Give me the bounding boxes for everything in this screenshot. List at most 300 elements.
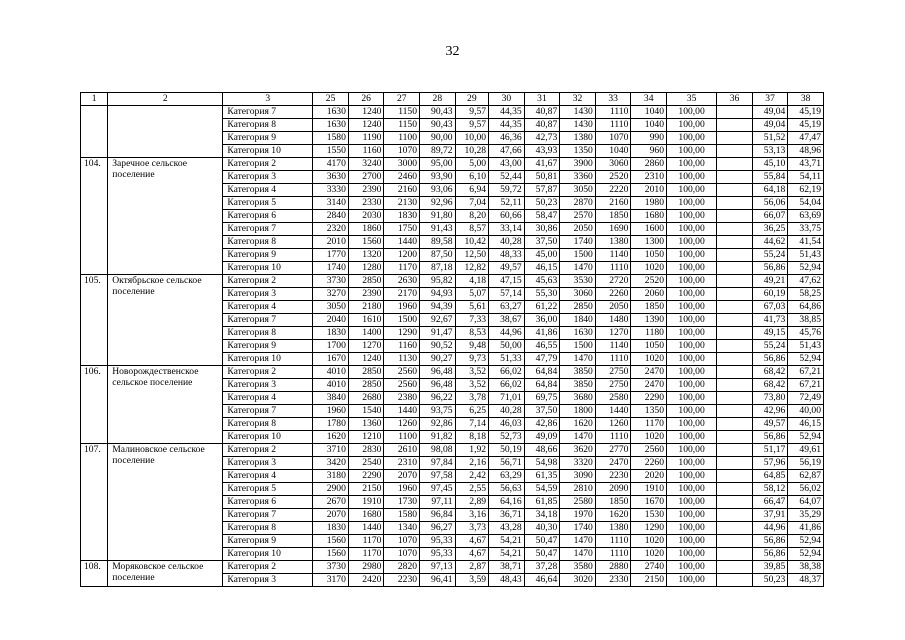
value-cell: 2320 <box>313 223 349 236</box>
value-cell: 39,85 <box>752 561 788 574</box>
value-cell: 100,00 <box>666 210 716 223</box>
value-cell: 1290 <box>384 327 420 340</box>
value-cell: 1680 <box>631 210 667 223</box>
value-cell: 1850 <box>595 496 631 509</box>
value-cell: 1100 <box>384 132 420 145</box>
value-cell: 1350 <box>560 145 596 158</box>
value-cell: 56,86 <box>752 548 788 561</box>
value-cell: 100,00 <box>666 444 716 457</box>
value-cell: 1160 <box>348 145 384 158</box>
value-cell: 1110 <box>595 535 631 548</box>
value-cell: 3710 <box>313 444 349 457</box>
value-cell: 2050 <box>595 301 631 314</box>
value-cell: 1530 <box>631 509 667 522</box>
value-cell: 4170 <box>313 158 349 171</box>
value-cell: 59,72 <box>489 184 525 197</box>
value-cell: 46,03 <box>489 418 525 431</box>
value-cell: 93,75 <box>420 405 456 418</box>
value-cell <box>717 431 753 444</box>
value-cell: 36,71 <box>489 509 525 522</box>
value-cell: 1500 <box>384 314 420 327</box>
value-cell: 52,73 <box>489 431 525 444</box>
value-cell: 96,27 <box>420 522 456 535</box>
value-cell <box>717 145 753 158</box>
value-cell: 47,66 <box>489 145 525 158</box>
value-cell: 7,33 <box>455 314 488 327</box>
value-cell: 1110 <box>595 262 631 275</box>
value-cell: 92,67 <box>420 314 456 327</box>
value-cell: 44,35 <box>489 106 525 119</box>
value-cell: 1850 <box>631 301 667 314</box>
category-cell: Категория 2 <box>223 444 313 457</box>
value-cell: 1150 <box>384 106 420 119</box>
value-cell: 44,62 <box>752 236 788 249</box>
value-cell: 54,21 <box>489 535 525 548</box>
value-cell: 100,00 <box>666 145 716 158</box>
value-cell: 1240 <box>348 353 384 366</box>
value-cell: 2150 <box>348 483 384 496</box>
column-header: 1 <box>81 93 108 106</box>
value-cell: 1840 <box>560 314 596 327</box>
value-cell: 34,18 <box>524 509 560 522</box>
value-cell: 1550 <box>313 145 349 158</box>
table-row <box>81 444 824 457</box>
value-cell: 2870 <box>560 197 596 210</box>
value-cell: 97,45 <box>420 483 456 496</box>
value-cell: 1740 <box>313 262 349 275</box>
value-cell: 1260 <box>384 418 420 431</box>
category-cell: Категория 6 <box>223 210 313 223</box>
category-cell: Категория 5 <box>223 197 313 210</box>
value-cell: 2460 <box>384 171 420 184</box>
value-cell: 2740 <box>631 561 667 574</box>
value-cell: 1110 <box>595 119 631 132</box>
value-cell <box>717 483 753 496</box>
value-cell: 100,00 <box>666 522 716 535</box>
value-cell: 2030 <box>348 210 384 223</box>
category-cell: Категория 9 <box>223 340 313 353</box>
value-cell: 1130 <box>384 353 420 366</box>
value-cell: 51,33 <box>489 353 525 366</box>
value-cell: 3180 <box>313 470 349 483</box>
value-cell: 2610 <box>384 444 420 457</box>
value-cell: 56,86 <box>752 431 788 444</box>
value-cell: 57,14 <box>489 288 525 301</box>
value-cell: 1050 <box>631 249 667 262</box>
value-cell: 1190 <box>348 132 384 145</box>
value-cell: 100,00 <box>666 184 716 197</box>
table-row <box>81 106 824 119</box>
value-cell: 1690 <box>595 223 631 236</box>
value-cell: 1620 <box>560 418 596 431</box>
value-cell: 1560 <box>313 548 349 561</box>
value-cell: 87,18 <box>420 262 456 275</box>
value-cell: 12,82 <box>455 262 488 275</box>
value-cell: 100,00 <box>666 249 716 262</box>
value-cell: 100,00 <box>666 353 716 366</box>
value-cell: 63,29 <box>489 470 525 483</box>
settlement-name <box>108 106 223 158</box>
value-cell: 91,82 <box>420 431 456 444</box>
value-cell: 1140 <box>595 249 631 262</box>
value-cell: 35,29 <box>788 509 824 522</box>
value-cell: 46,15 <box>524 262 560 275</box>
column-header: 36 <box>717 93 753 106</box>
value-cell: 2180 <box>348 301 384 314</box>
value-cell: 41,54 <box>788 236 824 249</box>
value-cell: 3680 <box>560 392 596 405</box>
value-cell <box>717 158 753 171</box>
value-cell: 38,71 <box>489 561 525 574</box>
value-cell <box>717 496 753 509</box>
value-cell: 100,00 <box>666 392 716 405</box>
value-cell: 1360 <box>348 418 384 431</box>
value-cell: 41,67 <box>524 158 560 171</box>
category-cell: Категория 3 <box>223 171 313 184</box>
value-cell: 3360 <box>560 171 596 184</box>
value-cell: 95,00 <box>420 158 456 171</box>
value-cell: 42,73 <box>524 132 560 145</box>
settlement-number: 108. <box>81 561 108 587</box>
value-cell: 2720 <box>595 275 631 288</box>
value-cell: 3900 <box>560 158 596 171</box>
category-cell: Категория 7 <box>223 314 313 327</box>
value-cell <box>717 301 753 314</box>
category-cell: Категория 3 <box>223 457 313 470</box>
category-cell: Категория 7 <box>223 405 313 418</box>
value-cell: 54,59 <box>524 483 560 496</box>
value-cell: 5,00 <box>455 158 488 171</box>
value-cell: 10,28 <box>455 145 488 158</box>
value-cell: 48,66 <box>524 444 560 457</box>
value-cell: 3850 <box>560 366 596 379</box>
value-cell: 100,00 <box>666 171 716 184</box>
value-cell: 1110 <box>595 106 631 119</box>
value-cell: 64,84 <box>524 379 560 392</box>
value-cell: 2,42 <box>455 470 488 483</box>
value-cell <box>717 262 753 275</box>
value-cell: 2040 <box>313 314 349 327</box>
value-cell: 52,11 <box>489 197 525 210</box>
table-row <box>81 366 824 379</box>
value-cell: 1630 <box>313 106 349 119</box>
value-cell: 1430 <box>560 106 596 119</box>
value-cell: 2580 <box>560 496 596 509</box>
value-cell: 1470 <box>560 548 596 561</box>
value-cell: 56,63 <box>489 483 525 496</box>
value-cell: 44,35 <box>489 119 525 132</box>
value-cell: 9,73 <box>455 353 488 366</box>
value-cell: 52,94 <box>788 431 824 444</box>
value-cell: 8,57 <box>455 223 488 236</box>
value-cell: 6,10 <box>455 171 488 184</box>
value-cell: 1780 <box>313 418 349 431</box>
value-cell: 36,00 <box>524 314 560 327</box>
value-cell: 49,57 <box>752 418 788 431</box>
value-cell: 48,96 <box>788 145 824 158</box>
value-cell: 100,00 <box>666 509 716 522</box>
value-cell: 2160 <box>384 184 420 197</box>
value-cell: 91,43 <box>420 223 456 236</box>
value-cell: 1470 <box>560 353 596 366</box>
value-cell: 1200 <box>384 249 420 262</box>
category-cell: Категория 10 <box>223 353 313 366</box>
category-cell: Категория 4 <box>223 184 313 197</box>
value-cell: 6,94 <box>455 184 488 197</box>
value-cell: 2560 <box>631 444 667 457</box>
value-cell: 2770 <box>595 444 631 457</box>
value-cell: 4,18 <box>455 275 488 288</box>
value-cell: 52,94 <box>788 535 824 548</box>
column-header: 29 <box>455 93 488 106</box>
value-cell: 100,00 <box>666 132 716 145</box>
value-cell: 2290 <box>348 470 384 483</box>
value-cell: 4,67 <box>455 535 488 548</box>
value-cell: 1440 <box>595 405 631 418</box>
value-cell: 1350 <box>631 405 667 418</box>
settlement-name: Новорождественское сельское поселение <box>108 366 223 444</box>
value-cell <box>717 457 753 470</box>
value-cell: 50,23 <box>752 574 788 587</box>
value-cell: 3050 <box>560 184 596 197</box>
value-cell: 1830 <box>313 327 349 340</box>
value-cell: 1600 <box>631 223 667 236</box>
value-cell: 2330 <box>348 197 384 210</box>
value-cell: 45,63 <box>524 275 560 288</box>
value-cell: 2010 <box>631 184 667 197</box>
value-cell: 100,00 <box>666 275 716 288</box>
value-cell: 46,64 <box>524 574 560 587</box>
value-cell: 52,94 <box>788 353 824 366</box>
value-cell: 44,96 <box>489 327 525 340</box>
value-cell: 96,48 <box>420 366 456 379</box>
value-cell: 1800 <box>560 405 596 418</box>
value-cell: 52,44 <box>489 171 525 184</box>
value-cell: 2900 <box>313 483 349 496</box>
value-cell: 90,27 <box>420 353 456 366</box>
value-cell: 2310 <box>631 171 667 184</box>
table-row <box>81 275 824 288</box>
value-cell: 54,98 <box>524 457 560 470</box>
value-cell: 1480 <box>595 314 631 327</box>
value-cell: 1260 <box>595 418 631 431</box>
value-cell: 1740 <box>560 236 596 249</box>
value-cell: 1070 <box>595 132 631 145</box>
value-cell: 93,06 <box>420 184 456 197</box>
value-cell: 43,00 <box>489 158 525 171</box>
value-cell: 37,50 <box>524 236 560 249</box>
value-cell: 10,00 <box>455 132 488 145</box>
value-cell: 92,86 <box>420 418 456 431</box>
value-cell: 6,25 <box>455 405 488 418</box>
value-cell: 7,04 <box>455 197 488 210</box>
value-cell: 2850 <box>348 275 384 288</box>
value-cell: 69,75 <box>524 392 560 405</box>
value-cell: 100,00 <box>666 470 716 483</box>
value-cell: 62,19 <box>788 184 824 197</box>
value-cell: 66,07 <box>752 210 788 223</box>
value-cell: 4010 <box>313 379 349 392</box>
value-cell: 100,00 <box>666 483 716 496</box>
value-cell: 3,59 <box>455 574 488 587</box>
value-cell: 94,39 <box>420 301 456 314</box>
value-cell: 1580 <box>313 132 349 145</box>
value-cell: 2750 <box>595 366 631 379</box>
value-cell: 48,43 <box>489 574 525 587</box>
category-cell: Категория 9 <box>223 132 313 145</box>
value-cell: 3840 <box>313 392 349 405</box>
value-cell: 1290 <box>631 522 667 535</box>
value-cell: 4,67 <box>455 548 488 561</box>
value-cell: 1470 <box>560 431 596 444</box>
value-cell: 2170 <box>384 288 420 301</box>
value-cell: 1170 <box>348 535 384 548</box>
value-cell: 2470 <box>631 366 667 379</box>
column-header: 38 <box>788 93 824 106</box>
table-row <box>81 158 824 171</box>
settlement-name: Моряковское сельское поселение <box>108 561 223 587</box>
value-cell: 45,76 <box>788 327 824 340</box>
value-cell: 1470 <box>560 535 596 548</box>
column-header: 31 <box>524 93 560 106</box>
value-cell: 100,00 <box>666 548 716 561</box>
value-cell: 66,02 <box>489 379 525 392</box>
value-cell: 61,22 <box>524 301 560 314</box>
value-cell: 1610 <box>348 314 384 327</box>
column-header: 35 <box>666 93 716 106</box>
value-cell: 1020 <box>631 548 667 561</box>
value-cell: 95,33 <box>420 548 456 561</box>
value-cell: 66,02 <box>489 366 525 379</box>
value-cell: 64,16 <box>489 496 525 509</box>
value-cell: 55,84 <box>752 171 788 184</box>
value-cell: 43,71 <box>788 158 824 171</box>
value-cell: 2680 <box>348 392 384 405</box>
value-cell: 1580 <box>384 509 420 522</box>
value-cell: 3,52 <box>455 379 488 392</box>
value-cell: 1680 <box>348 509 384 522</box>
value-cell: 3630 <box>313 171 349 184</box>
value-cell: 40,87 <box>524 119 560 132</box>
value-cell <box>717 405 753 418</box>
value-cell: 100,00 <box>666 197 716 210</box>
value-cell: 2850 <box>348 366 384 379</box>
value-cell: 12,50 <box>455 249 488 262</box>
value-cell: 3730 <box>313 561 349 574</box>
settlement-name: Заречное сельское поселение <box>108 158 223 275</box>
value-cell: 3330 <box>313 184 349 197</box>
value-cell: 2220 <box>595 184 631 197</box>
value-cell: 1730 <box>384 496 420 509</box>
value-cell: 3000 <box>384 158 420 171</box>
table-body <box>81 93 824 587</box>
value-cell: 73,80 <box>752 392 788 405</box>
value-cell: 55,30 <box>524 288 560 301</box>
value-cell: 2290 <box>631 392 667 405</box>
value-cell: 51,17 <box>752 444 788 457</box>
category-cell: Категория 2 <box>223 275 313 288</box>
value-cell: 56,06 <box>752 197 788 210</box>
value-cell: 91,80 <box>420 210 456 223</box>
value-cell: 100,00 <box>666 327 716 340</box>
value-cell: 100,00 <box>666 262 716 275</box>
value-cell: 3060 <box>595 158 631 171</box>
value-cell: 3090 <box>560 470 596 483</box>
value-cell: 1170 <box>348 548 384 561</box>
value-cell: 42,86 <box>524 418 560 431</box>
value-cell: 42,96 <box>752 405 788 418</box>
value-cell: 2070 <box>384 470 420 483</box>
value-cell: 49,04 <box>752 119 788 132</box>
value-cell: 2130 <box>384 197 420 210</box>
value-cell: 2880 <box>595 561 631 574</box>
value-cell: 2380 <box>384 392 420 405</box>
value-cell: 1620 <box>595 509 631 522</box>
value-cell: 94,93 <box>420 288 456 301</box>
value-cell: 46,15 <box>788 418 824 431</box>
value-cell: 46,36 <box>489 132 525 145</box>
value-cell <box>717 418 753 431</box>
value-cell: 96,84 <box>420 509 456 522</box>
value-cell: 1400 <box>348 327 384 340</box>
category-cell: Категория 3 <box>223 379 313 392</box>
value-cell: 40,00 <box>788 405 824 418</box>
value-cell: 100,00 <box>666 301 716 314</box>
value-cell: 100,00 <box>666 236 716 249</box>
value-cell: 50,19 <box>489 444 525 457</box>
value-cell: 41,86 <box>524 327 560 340</box>
value-cell: 1280 <box>348 262 384 275</box>
value-cell: 2750 <box>595 379 631 392</box>
value-cell: 2310 <box>384 457 420 470</box>
value-cell: 51,43 <box>788 249 824 262</box>
value-cell: 1980 <box>631 197 667 210</box>
value-cell: 1270 <box>595 327 631 340</box>
value-cell: 2230 <box>595 470 631 483</box>
column-header: 37 <box>752 93 788 106</box>
value-cell: 56,86 <box>752 535 788 548</box>
value-cell: 1670 <box>631 496 667 509</box>
column-header: 28 <box>420 93 456 106</box>
value-cell: 97,13 <box>420 561 456 574</box>
value-cell: 54,21 <box>489 548 525 561</box>
value-cell: 3420 <box>313 457 349 470</box>
value-cell: 71,01 <box>489 392 525 405</box>
value-cell: 38,85 <box>788 314 824 327</box>
value-cell: 40,28 <box>489 236 525 249</box>
value-cell: 64,84 <box>524 366 560 379</box>
value-cell: 2330 <box>595 574 631 587</box>
value-cell: 2850 <box>560 301 596 314</box>
value-cell: 1170 <box>384 262 420 275</box>
category-cell: Категория 10 <box>223 431 313 444</box>
value-cell: 1100 <box>384 431 420 444</box>
value-cell: 49,61 <box>788 444 824 457</box>
value-cell: 4010 <box>313 366 349 379</box>
value-cell: 3,78 <box>455 392 488 405</box>
value-cell: 2520 <box>595 171 631 184</box>
category-cell: Категория 4 <box>223 470 313 483</box>
value-cell: 49,09 <box>524 431 560 444</box>
value-cell: 1670 <box>313 353 349 366</box>
value-cell <box>717 288 753 301</box>
value-cell: 5,07 <box>455 288 488 301</box>
value-cell: 45,00 <box>524 249 560 262</box>
value-cell: 72,49 <box>788 392 824 405</box>
value-cell: 1970 <box>560 509 596 522</box>
value-cell: 64,86 <box>788 301 824 314</box>
value-cell: 90,43 <box>420 119 456 132</box>
